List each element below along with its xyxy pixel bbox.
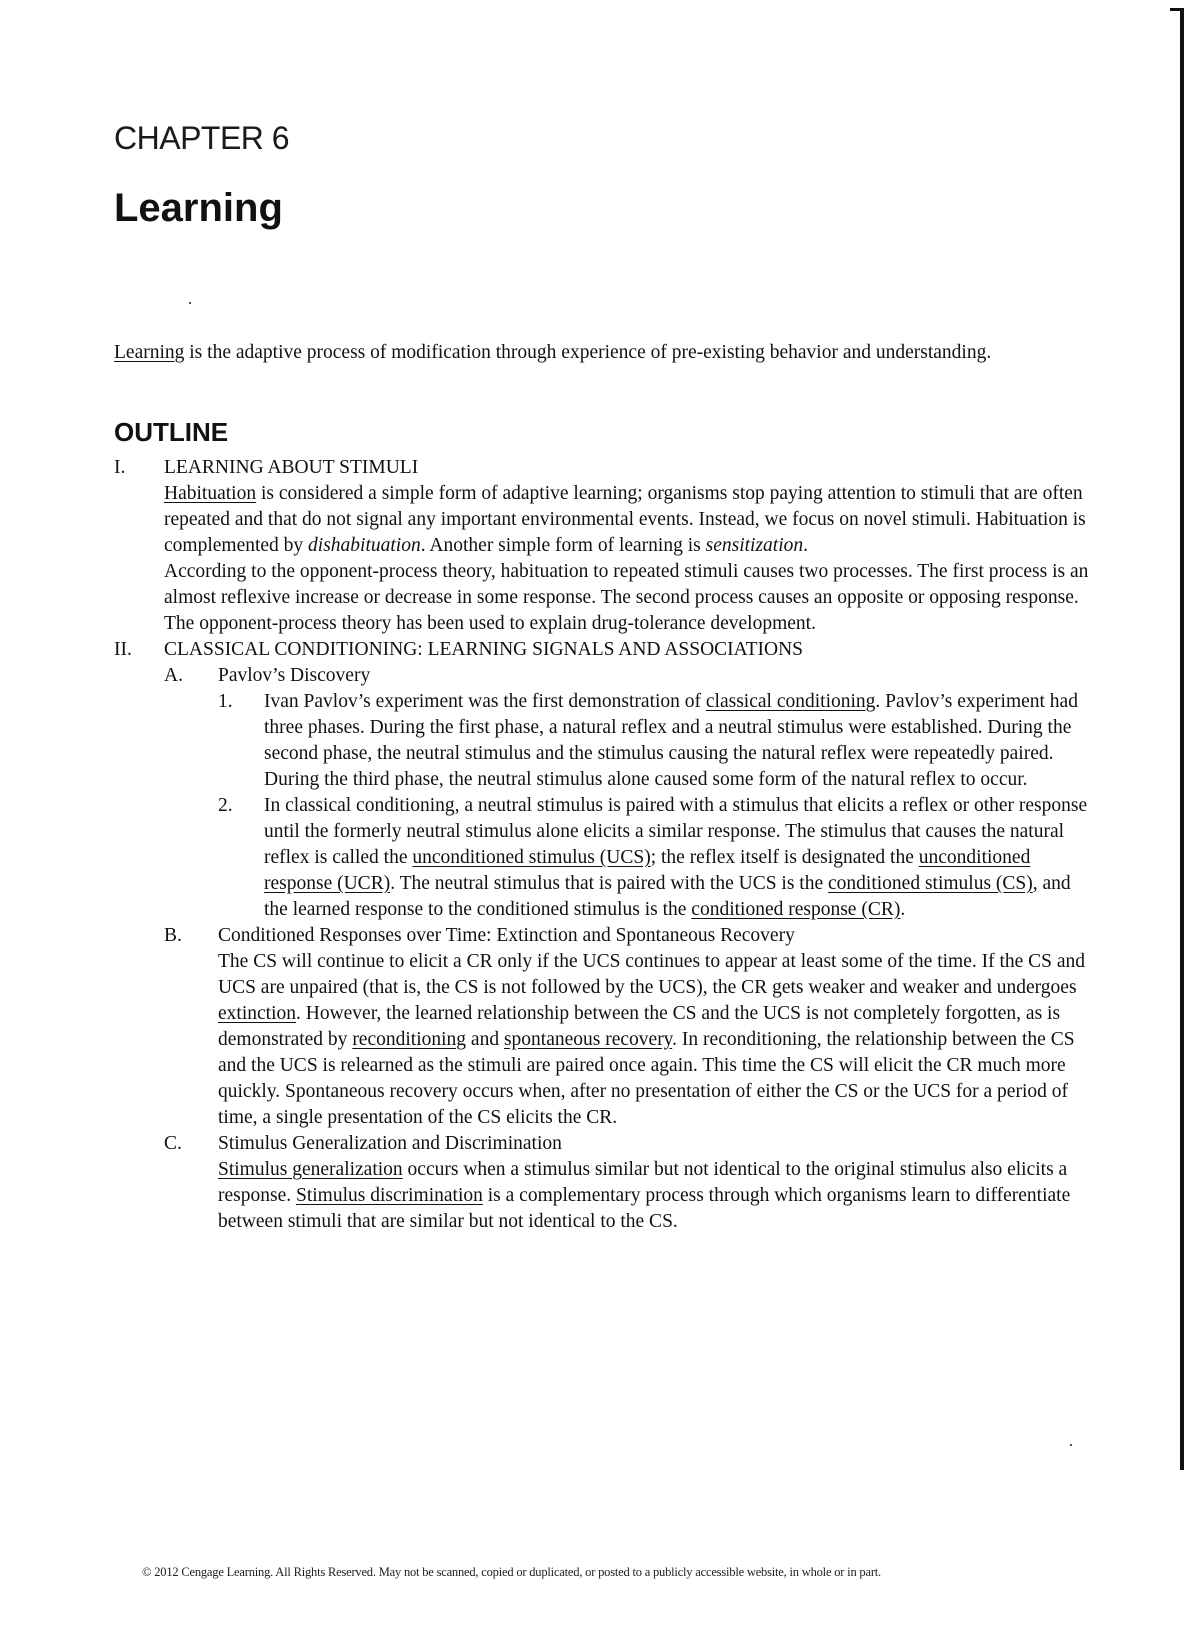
paragraph-text: . Pavlov’s experiment had three phases. During the first phase, a natural reflex and a neutral stimulus were established. During the second phase, the neutral stimulus and the stimulus causing the natural reflex were repeatedly paired. During the third phase, the neutral stimulus alone caused some form of the natural reflex to occur. xyxy=(264,691,1078,790)
paragraph-text: Ivan Pavlov’s experiment was the first demonstration of xyxy=(264,691,706,712)
term-dishabituation: dishabituation xyxy=(308,535,421,556)
subsection-letter: B. xyxy=(164,925,182,946)
term-ucs: unconditioned stimulus (UCS) xyxy=(412,847,651,868)
outline-heading: OUTLINE xyxy=(114,417,229,447)
paragraph-text: . The neutral stimulus that is paired with the UCS is the xyxy=(390,873,829,894)
section-heading: CLASSICAL CONDITIONING: LEARNING SIGNALS AND ASSOCIATIONS xyxy=(164,639,804,660)
item-number: 1. xyxy=(218,691,233,712)
section-numeral: I. xyxy=(114,457,126,478)
term-reconditioning: reconditioning xyxy=(352,1029,467,1050)
item-text xyxy=(264,793,1089,923)
section-numeral: II. xyxy=(114,639,132,660)
extinction-paragraph xyxy=(218,949,1089,1131)
subsection-a-heading-row xyxy=(114,663,1089,689)
section-heading: LEARNING ABOUT STIMULI xyxy=(164,457,419,478)
paragraph-text: The CS will continue to elicit a CR only if the UCS continues to appear at least some of the time. If the CS and UCS are unpaired (that is, the CS is not followed by the UCS), the CR gets weaker and weaker and undergoes xyxy=(218,951,1086,998)
paragraph-text: is a complementary process through which organisms learn to differentiate between stimuli that are similar but not identical to the CS. xyxy=(218,1185,1071,1232)
subsection-letter: A. xyxy=(164,665,183,686)
term-habituation: Habituation xyxy=(164,483,257,504)
term-spontaneous-recovery: spontaneous recovery xyxy=(503,1029,673,1050)
term-stimulus-generalization: Stimulus generalization xyxy=(218,1159,403,1180)
learning-definition xyxy=(114,340,1064,366)
scan-speck xyxy=(1070,1444,1072,1446)
term-cs: conditioned stimulus (CS) xyxy=(828,873,1033,894)
subsection-letter: C. xyxy=(164,1133,182,1154)
copyright-footer: © 2012 Cengage Learning. All Rights Reserved. May not be scanned, copied or duplicated, or posted to a publicly accessible website, in whole or in part. xyxy=(142,1565,881,1579)
subsection-b-heading-row xyxy=(114,923,1089,949)
paragraph-text: . xyxy=(803,535,808,556)
chapter-title: Learning xyxy=(114,186,283,230)
chapter-label: CHAPTER 6 xyxy=(114,120,290,156)
paragraph-text: , and the learned response to the conditioned stimulus is the xyxy=(264,873,1071,920)
subsection-c-heading-row xyxy=(114,1131,1089,1157)
item-number: 2. xyxy=(218,795,233,816)
habituation-paragraph xyxy=(164,481,1089,559)
list-item xyxy=(114,689,1089,793)
definition-term: Learning xyxy=(114,342,185,363)
definition-text: is the adaptive process of modification through experience of pre-existing behavior and understanding. xyxy=(184,342,992,363)
generalization-paragraph xyxy=(218,1157,1089,1235)
page-edge-rule xyxy=(1180,8,1184,1470)
paragraph-text: . xyxy=(900,899,906,920)
term-extinction: extinction xyxy=(218,1003,296,1024)
paragraph-text: . In reconditioning, the relationship between the CS and the UCS is relearned as the stimuli are paired once again. This time the CS will elicit the CR much more quickly. Spontaneous recovery occurs when, after no presentation of either the CS or the UCS for a period of time, a single presentation of the CS elicits the CR. xyxy=(218,1029,1075,1128)
paragraph-text: ; the reflex itself is designated the xyxy=(650,847,919,868)
subsection-heading: Conditioned Responses over Time: Extinction and Spontaneous Recovery xyxy=(218,925,795,946)
paragraph-text: In classical conditioning, a neutral stimulus is paired with a stimulus that elicits a reflex or other response until the formerly neutral stimulus alone elicits a similar response. The stimulus that causes the natural reflex is called the xyxy=(264,795,1088,868)
term-stimulus-discrimination: Stimulus discrimination xyxy=(295,1185,483,1206)
paragraph-text: . However, the learned relationship between the CS and the UCS is not completely forgotten, as is demonstrated by xyxy=(218,1003,1061,1050)
paragraph-text: occurs when a stimulus similar but not identical to the original stimulus also elicits a response. xyxy=(218,1159,1068,1206)
section-2-heading-row xyxy=(114,637,1089,663)
paragraph-text: and xyxy=(466,1029,504,1050)
scan-speck xyxy=(189,302,191,304)
outline-body xyxy=(114,455,1089,1235)
paragraph-text: is considered a simple form of adaptive learning; organisms stop paying attention to stimuli that are often repeated and that do not signal any important environmental events. Instead, we focus on novel stimuli. Habituation is complemented by xyxy=(164,483,1086,556)
term-classical-conditioning: classical conditioning xyxy=(705,691,876,712)
list-item xyxy=(114,793,1089,923)
paragraph-text: . Another simple form of learning is xyxy=(420,535,706,556)
subsection-heading: Pavlov’s Discovery xyxy=(218,665,371,686)
term-cr: conditioned response (CR) xyxy=(691,899,901,920)
section-1-heading-row xyxy=(114,455,1089,481)
item-text xyxy=(264,689,1089,793)
term-ucr: unconditioned response (UCR) xyxy=(264,847,1031,894)
subsection-heading: Stimulus Generalization and Discrimination xyxy=(218,1133,562,1154)
term-sensitization: sensitization xyxy=(705,535,804,556)
opponent-process-paragraph: According to the opponent-process theory, habituation to repeated stimuli causes two processes. The first process is an almost reflexive increase or decrease in some response. The second process causes an opposite or opposing response. The opponent-process theory has been used to explain drug-tolerance development. xyxy=(164,561,1089,634)
